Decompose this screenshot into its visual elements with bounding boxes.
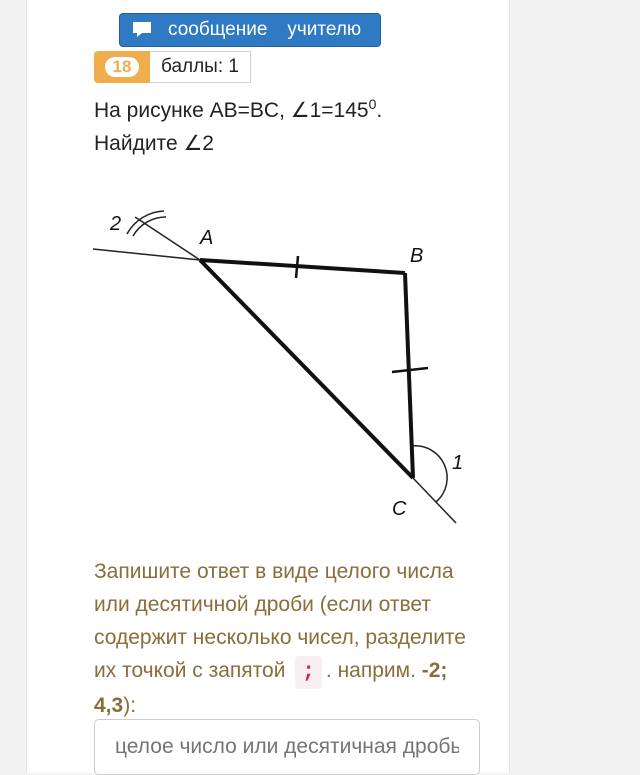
message-button-label-1: сообщение [168, 19, 268, 40]
instruction-end: ): [123, 694, 137, 717]
angle-symbol: ∠ [290, 99, 310, 122]
side-ac [200, 260, 413, 478]
label-a: A [200, 227, 214, 249]
find-prefix: Найдите [94, 132, 184, 155]
question-number-box [94, 51, 150, 83]
separator-code: ; [295, 656, 322, 689]
tick-ab [296, 256, 298, 278]
degree-sup: 0 [368, 96, 377, 112]
label-angle-2: 2 [110, 213, 122, 235]
chat-icon [132, 20, 152, 40]
label-angle-1: 1 [452, 452, 464, 474]
side-bc [405, 273, 413, 478]
angle-1-arc [411, 446, 447, 502]
instruction-example-prefix: . наприм. [325, 659, 422, 682]
line-extension-a [93, 249, 200, 260]
points-label: баллы: 1 [150, 51, 251, 83]
question-number: 18 [105, 57, 140, 77]
question-line-2 [94, 127, 494, 160]
angle-symbol-2: ∠ [183, 132, 203, 155]
instruction-example: -2; 4,3 [94, 659, 448, 717]
triangle-figure [80, 190, 480, 540]
question-period: . [376, 99, 383, 122]
question-line-1 [94, 88, 494, 127]
line-extension-c [413, 478, 456, 523]
label-b: B [410, 245, 424, 267]
question-text [94, 88, 494, 160]
label-c: C [392, 498, 407, 520]
question-prefix: На рисунке AB=BC, [94, 99, 291, 122]
message-teacher-button[interactable] [119, 13, 381, 47]
score-badge [94, 51, 251, 83]
answer-input[interactable] [94, 719, 480, 775]
message-button-label-2: учителю [287, 19, 362, 40]
angle-value: 1=145 [309, 99, 369, 122]
side-ab [200, 260, 405, 273]
instruction-text: Запишите ответ в виде целого числа или десятичной дроби (если ответ содержит несколько чисел, разделите их точкой с запятой [94, 560, 466, 682]
answer-instruction [94, 555, 474, 722]
find-angle-value: 2 [202, 132, 214, 155]
